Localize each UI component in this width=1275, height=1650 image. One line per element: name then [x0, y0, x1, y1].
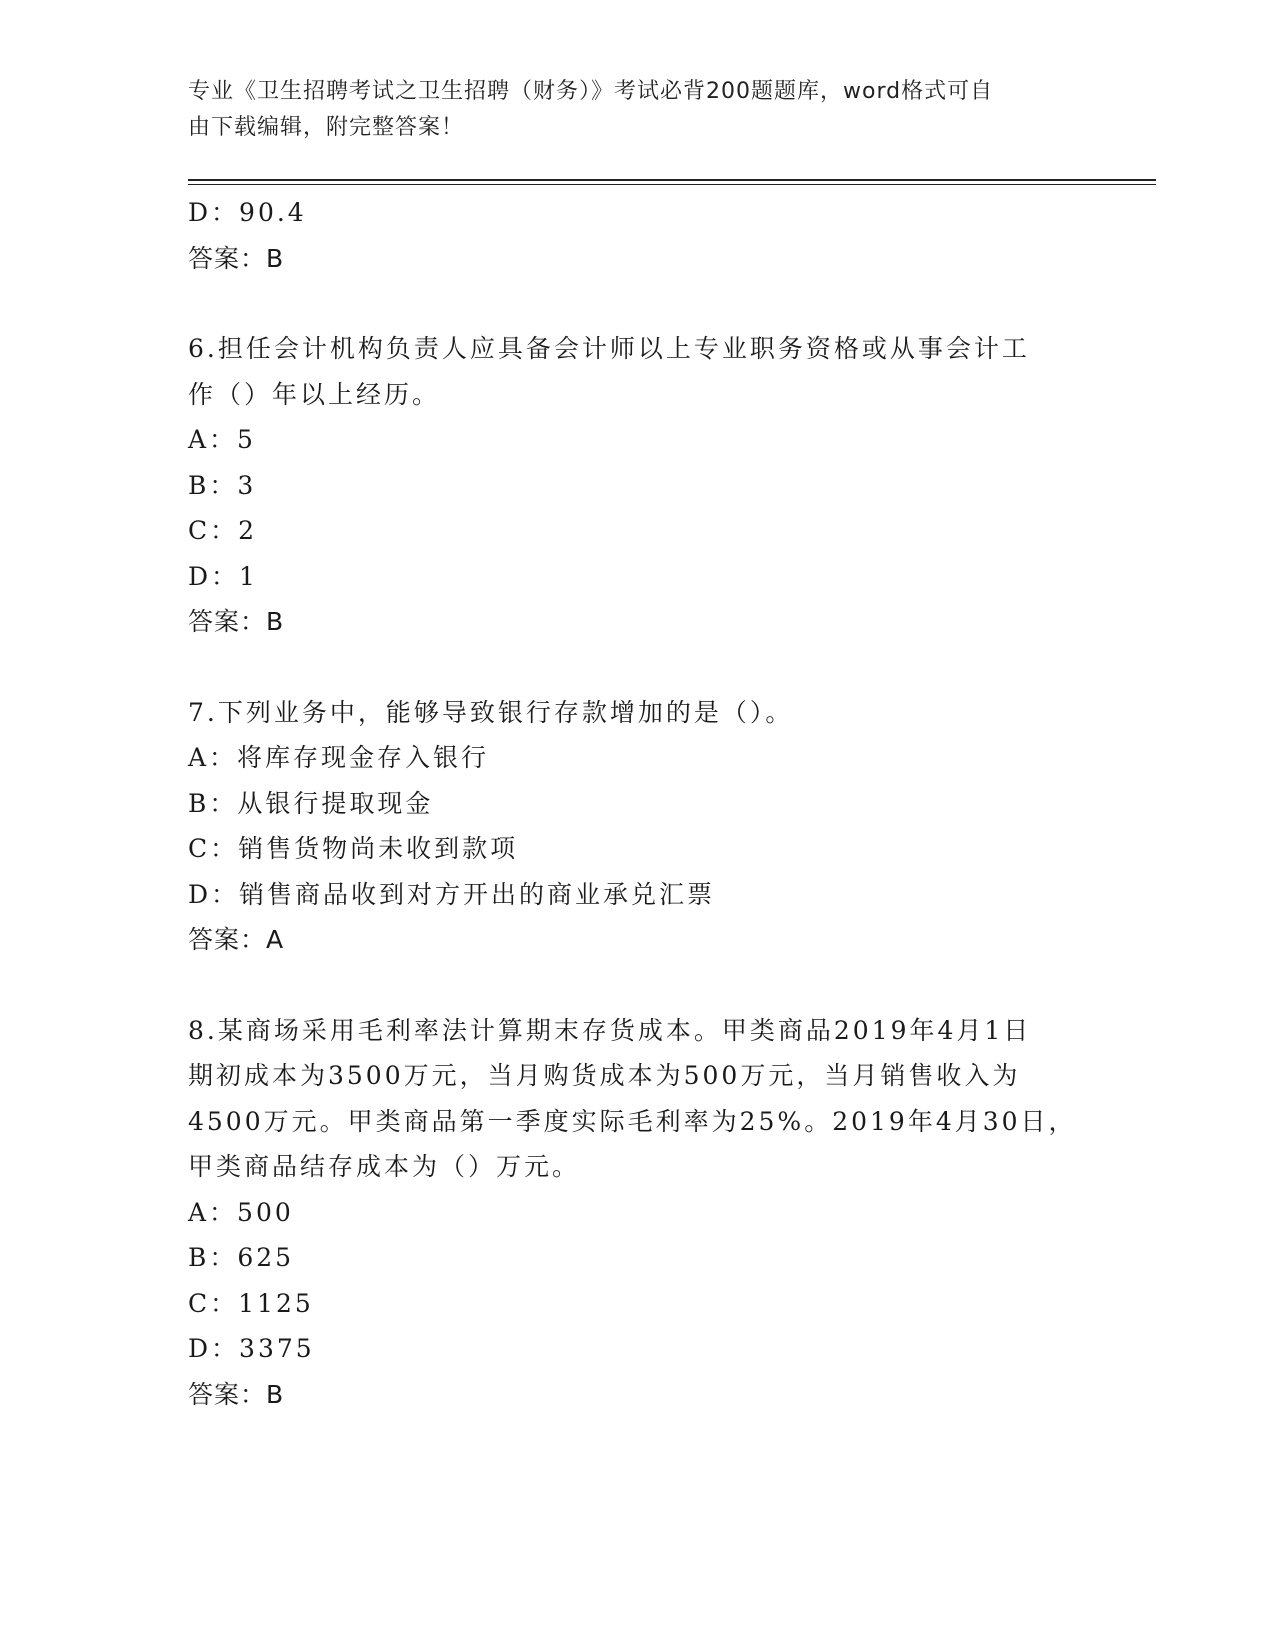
- option-c: C：销售货物尚未收到款项: [188, 834, 519, 863]
- question-stem: 8.某商场采用毛利率法计算期末存货成本。甲类商品2019年4月1日: [188, 1015, 1032, 1045]
- option-a: A：500: [188, 1197, 294, 1227]
- option-d: D：销售商品收到对方开出的商业承兑汇票: [188, 879, 716, 909]
- option-d: D：1: [188, 561, 258, 591]
- answer-line: 答案：B: [188, 607, 285, 636]
- answer-line: 答案：A: [188, 925, 285, 954]
- spacer: [188, 281, 1068, 326]
- question-stem: 甲类商品结存成本为（）万元。: [188, 1152, 581, 1181]
- prev-question-tail: [188, 190, 1068, 281]
- question-7: [188, 690, 1068, 963]
- option-b: B：从银行提取现金: [188, 788, 434, 818]
- header-divider-thick: [188, 179, 1156, 181]
- header-title-line-2: 由下载编辑，附完整答案！: [188, 115, 465, 140]
- option-c: C：1125: [188, 1288, 314, 1318]
- question-list: [188, 190, 1077, 1417]
- spacer: [188, 963, 1068, 1008]
- option-b: B：3: [188, 470, 257, 500]
- option-d: D：90.4: [188, 198, 307, 227]
- question-stem: 作（）年以上经历。: [188, 379, 441, 409]
- spacer: [188, 645, 1068, 690]
- option-a: A：将库存现金存入银行: [188, 743, 490, 772]
- question-6: [188, 326, 1068, 645]
- question-stem: 期初成本为3500万元，当月购货成本为500万元，当月销售收入为: [188, 1061, 1021, 1090]
- option-c: C：2: [188, 516, 258, 545]
- question-8: [188, 1008, 1077, 1418]
- question-stem: 7.下列业务中，能够导致银行存款增加的是（）。: [188, 697, 794, 727]
- header-divider-thin: [188, 184, 1156, 185]
- question-stem: 6.担任会计机构负责人应具备会计师以上专业职务资格或从事会计工: [188, 334, 1030, 363]
- option-b: B：625: [188, 1243, 295, 1272]
- answer-line: 答案：B: [188, 1379, 285, 1409]
- option-d: D：3375: [188, 1334, 315, 1363]
- question-stem: 4500万元。甲类商品第一季度实际毛利率为25%。2019年4月30日，: [188, 1106, 1077, 1136]
- document-header: [188, 74, 1068, 146]
- option-a: A：5: [188, 425, 256, 454]
- header-title-line-1: 专业《卫生招聘考试之卫生招聘（财务）》考试必背200题题库，word格式可自: [188, 79, 994, 104]
- answer-line: 答案：B: [188, 243, 285, 273]
